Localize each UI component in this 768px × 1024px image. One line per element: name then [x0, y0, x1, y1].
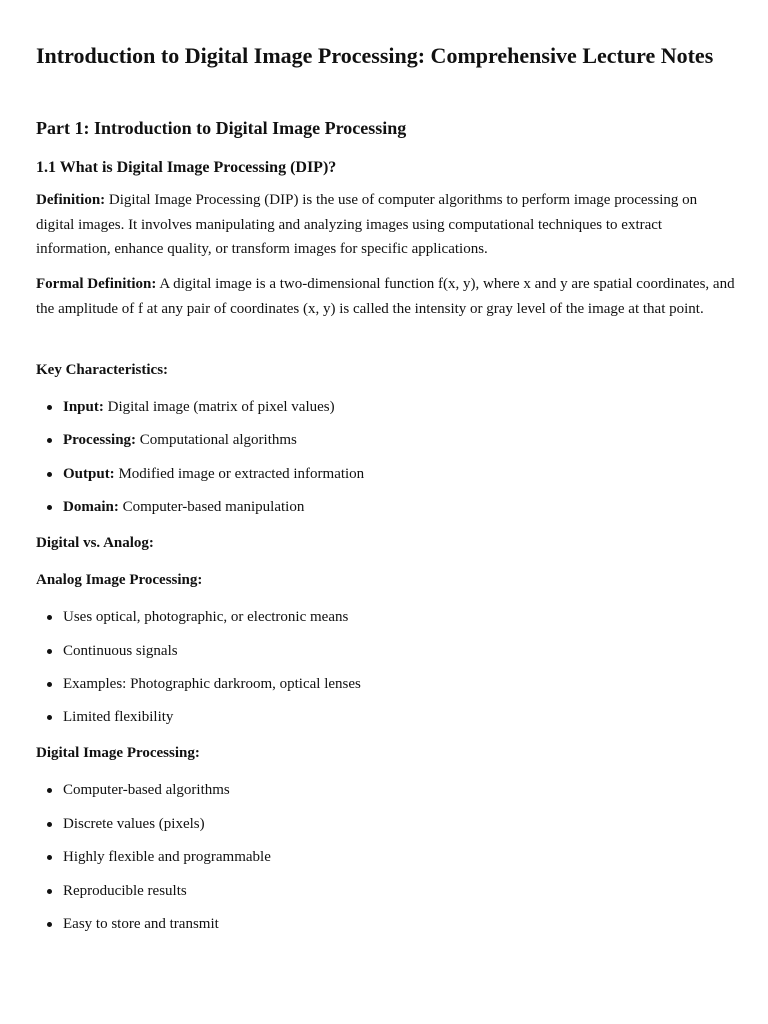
digital-list: [36, 780, 271, 934]
bullet-icon: [47, 715, 52, 720]
bullet-icon: [47, 649, 52, 654]
key-characteristics-label: Key Characteristics:: [36, 362, 169, 378]
bullet-icon: [47, 405, 52, 410]
bullet-icon: [47, 505, 52, 510]
list-item-text: Examples: Photographic darkroom, optical lenses: [63, 676, 361, 692]
list-item: [36, 847, 271, 867]
list-item-text: Easy to store and transmit: [63, 916, 219, 932]
bullet-icon: [47, 788, 52, 793]
list-item: [36, 881, 271, 901]
digital-label: Digital Image Processing:: [36, 745, 200, 761]
digital-vs-analog-label: Digital vs. Analog:: [36, 535, 154, 551]
list-item-term: Input:: [63, 399, 104, 415]
bullet-icon: [47, 438, 52, 443]
key-characteristics-list: [36, 397, 364, 517]
bullet-icon: [47, 855, 52, 860]
list-item-text: Discrete values (pixels): [63, 816, 205, 832]
list-item-text: Computer-based algorithms: [63, 782, 230, 798]
list-item: [36, 707, 361, 727]
list-item: [36, 914, 271, 934]
bullet-icon: [47, 615, 52, 620]
list-item-text: Uses optical, photographic, or electronic means: [63, 609, 349, 625]
list-item: [36, 430, 364, 450]
list-item: [36, 497, 364, 517]
part-heading: Part 1: Introduction to Digital Image Processing: [36, 118, 407, 138]
list-item-text: Highly flexible and programmable: [63, 849, 271, 865]
list-item-text: Computer-based manipulation: [118, 499, 305, 515]
list-item-term: Domain:: [63, 499, 119, 515]
list-item-text: Continuous signals: [63, 643, 178, 659]
list-item: [36, 641, 361, 661]
bullet-icon: [47, 472, 52, 477]
list-item-term: Output:: [63, 466, 115, 482]
list-item: [36, 674, 361, 694]
bullet-icon: [47, 922, 52, 927]
list-item-text: Computational algorithms: [136, 432, 297, 448]
list-item-text: Modified image or extracted information: [114, 466, 365, 482]
formal-definition-text: A digital image is a two-dimensional function f(x, y), where x and y are spatial coordinates, and the amplitude of f at any pair of coordinates (x, y) is called the intensity or gray level of the image at that point.: [36, 276, 735, 317]
list-item: [36, 397, 364, 417]
list-item-term: Processing:: [63, 432, 137, 448]
analog-label: Analog Image Processing:: [36, 572, 203, 588]
list-item: [36, 814, 271, 834]
list-item-text: Limited flexibility: [63, 709, 174, 725]
formal-definition-paragraph: [36, 272, 736, 321]
analog-list: [36, 607, 361, 727]
definition-paragraph: [36, 188, 736, 262]
list-item: [36, 780, 271, 800]
list-item: [36, 464, 364, 484]
list-item-text: Digital image (matrix of pixel values): [103, 399, 335, 415]
definition-label: Definition:: [36, 192, 106, 208]
section-heading: 1.1 What is Digital Image Processing (DIP)?: [36, 159, 337, 176]
document-title: Introduction to Digital Image Processing: Comprehensive Lecture Notes: [36, 43, 714, 68]
bullet-icon: [47, 682, 52, 687]
list-item: [36, 607, 361, 627]
bullet-icon: [47, 889, 52, 894]
formal-definition-label: Formal Definition:: [36, 276, 157, 292]
definition-text: Digital Image Processing (DIP) is the use of computer algorithms to perform image processing on digital images. It involves manipulating and analyzing images using computational techniques to extract information, enhance quality, or transform images for specific applications.: [36, 192, 698, 257]
bullet-icon: [47, 822, 52, 827]
list-item-text: Reproducible results: [63, 883, 187, 899]
